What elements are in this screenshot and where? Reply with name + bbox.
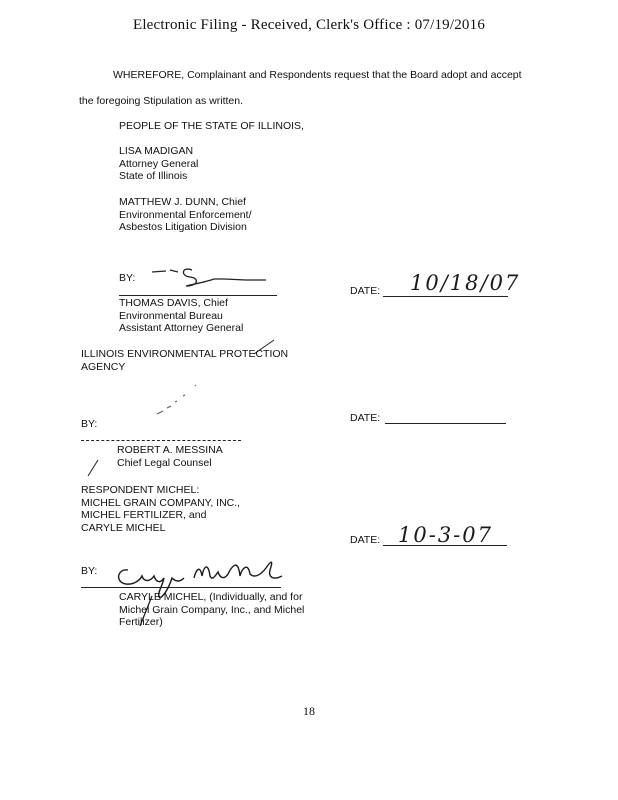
respondent-date-label: DATE: [350, 534, 381, 546]
respondent-by-label: BY: [81, 565, 98, 577]
page-number: 18 [303, 704, 315, 718]
people-by-label: BY: [119, 272, 136, 284]
iepa-by-label: BY: [81, 418, 98, 430]
people-date-handwritten: 10/18/07 [410, 271, 521, 295]
attorney-general-title: Attorney General [119, 157, 199, 170]
respondent-date-handwritten: 10-3-07 [398, 523, 493, 547]
iepa-signer-title: Chief Legal Counsel [117, 456, 212, 469]
people-heading: PEOPLE OF THE STATE OF ILLINOIS, [119, 120, 304, 132]
environmental-chief-name: MATTHEW J. DUNN, Chief [119, 196, 246, 208]
respondent-signature-line [81, 587, 281, 588]
iepa-name-block [81, 348, 288, 373]
environmental-chief-title-2: Asbestos Litigation Division [119, 221, 247, 234]
people-signer-title-2: Assistant Attorney General [119, 322, 244, 335]
iepa-date-line [385, 423, 506, 424]
respondent-line-1: RESPONDENT MICHEL: [81, 484, 200, 496]
people-signer-name: THOMAS DAVIS, Chief [119, 297, 228, 309]
intro-line-1: WHEREFORE, Complainant and Respondents request that the Board adopt and accept [113, 69, 522, 81]
iepa-faint-marks [155, 380, 215, 420]
attorney-general-state: State of Illinois [119, 170, 188, 183]
respondent-line-3: MICHEL FERTILIZER, and [81, 509, 207, 522]
attorney-general-block [119, 145, 198, 183]
people-signer-block [119, 297, 243, 335]
attorney-general-name: LISA MADIGAN [119, 145, 194, 157]
respondent-signer-line-3: Fertilizer) [119, 616, 163, 629]
people-signature-line [119, 295, 277, 296]
respondent-signer-line-1: CARYLE MICHEL, (Individually, and for [119, 591, 303, 603]
iepa-name-line-2: AGENCY [81, 360, 126, 373]
people-signer-title-1: Environmental Bureau [119, 309, 223, 322]
respondent-block [81, 484, 240, 534]
iepa-signer-block [117, 444, 223, 469]
environmental-chief-title-1: Environmental Enforcement/ [119, 208, 252, 221]
environmental-chief-block [119, 196, 251, 234]
iepa-signer-name: ROBERT A. MESSINA [117, 444, 223, 456]
respondent-line-2: MICHEL GRAIN COMPANY, INC., [81, 496, 241, 509]
iepa-name-line-1: ILLINOIS ENVIRONMENTAL PROTECTION [81, 348, 289, 360]
iepa-signature-line [81, 440, 241, 441]
filing-header: Electronic Filing - Received, Clerk's Office : 07/19/2016 [132, 17, 486, 33]
people-date-label: DATE: [350, 285, 381, 297]
iepa-date-label: DATE: [350, 412, 381, 424]
intro-line-2: the foregoing Stipulation as written. [79, 95, 244, 107]
iepa-tick-mark [86, 456, 106, 480]
respondent-line-4: CARYLE MICHEL [81, 521, 166, 534]
people-date-line [383, 296, 508, 297]
respondent-signer-block [119, 591, 304, 629]
respondent-signer-line-2: Michel Grain Company, Inc., and Michel [119, 603, 305, 616]
people-signature [148, 262, 273, 292]
